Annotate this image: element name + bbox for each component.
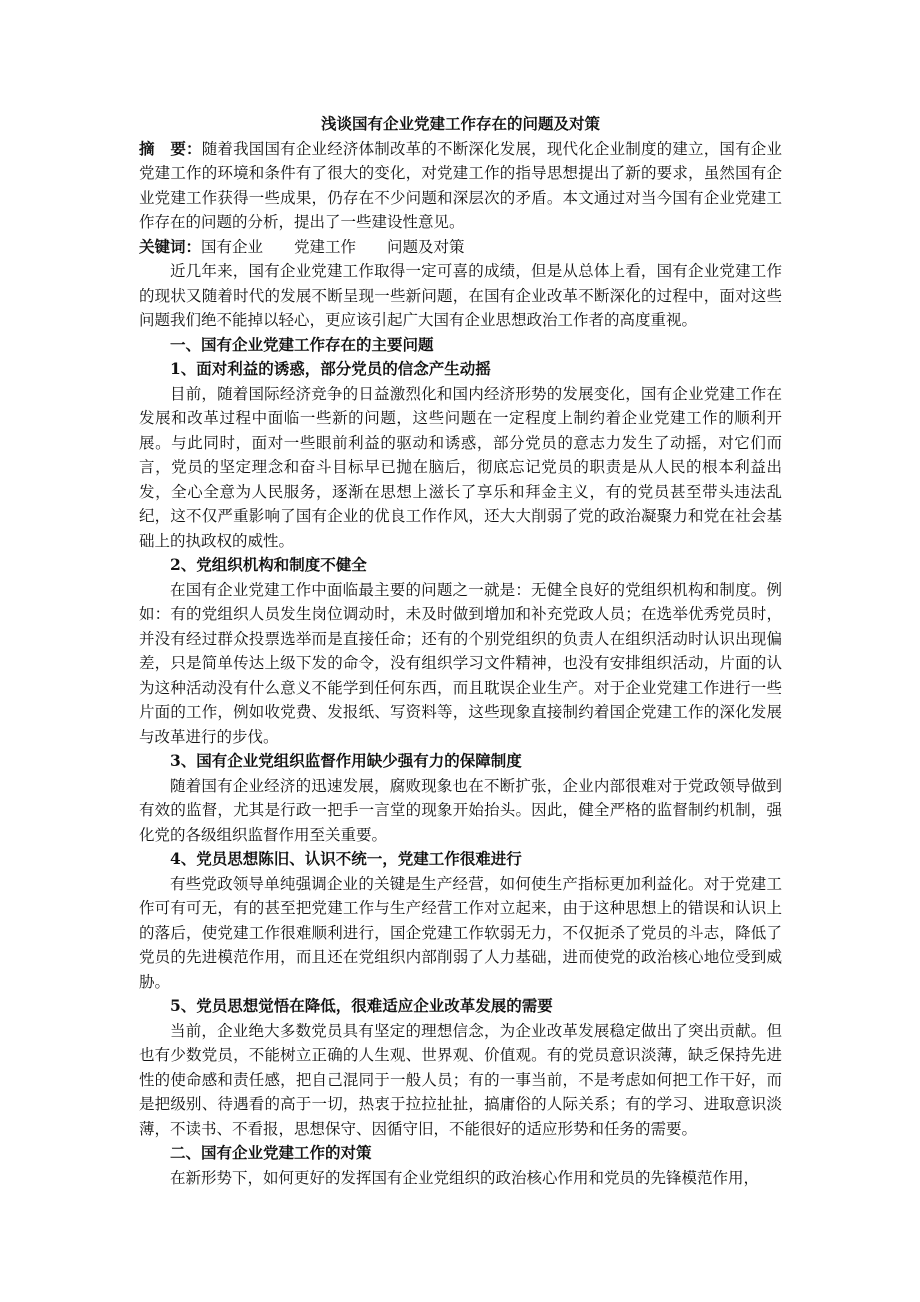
keyword-item: 国有企业 [201,237,264,256]
abstract-label: 摘 要： [139,138,202,158]
body-paragraph: 在新形势下，如何更好的发挥国有企业党组织的政治核心作用和党员的先锋模范作用， [170,1168,760,1187]
keywords-line [139,235,782,260]
document-page [139,112,782,1190]
keyword-item: 党建工作 [294,237,357,256]
body-paragraph: 目前，随着国际经济竞争的日益激烈化和国内经济形势的发展变化，国有企业党建工作在发展和改革过程中面临一些新的问题，这些问题在一定程度上制约着企业党建工作的顺利开展。与此同时，面对一些眼前利益的驱动和诱惑，部分党员的意志力发生了动摇，对它们而言，党员的坚定理念和奋斗目标早已抛在脑后，彻底忘记党员的职责是从人民的根本利益出发，全心全意为人民服务，逐渐在思想上滋长了享乐和拜金主义，有的党员甚至带头违法乱纪，这不仅严重影响了国有企业的优良工作作风，还大大削弱了党的政治凝聚力和党在社会基础上的执政权的威性。 [139,384,782,550]
body-paragraph: 当前，企业绝大多数党员具有坚定的理想信念，为企业改革发展稳定做出了突出贡献。但也有少数党员，不能树立正确的人生观、世界观、价值观。有的党员意识淡薄，缺乏保持先进性的使命感和责任感，把自己混同于一般人员；有的一事当前，不是考虑如何把工作干好，而是把级别、待遇看的高于一切，热衷于拉拉扯扯，搞庸俗的人际关系；有的学习、进取意识淡薄，不读书、不看报，思想保守、因循守旧，不能很好的适应形势和任务的需要。 [139,1021,782,1138]
subsection-heading: 3、国有企业党组织监督作用缺少强有力的保障制度 [170,751,522,770]
subsection-heading: 2、党组织机构和制度不健全 [170,555,367,574]
keyword-item: 问题及对策 [387,237,465,256]
subsection-heading: 5、党员思想觉悟在降低，很难适应企业改革发展的需要 [170,996,553,1015]
body-paragraph: 在国有企业党建工作中面临最主要的问题之一就是：无健全良好的党组织机构和制度。例如：有的党组织人员发生岗位调动时，未及时做到增加和补充党政人员；在选举优秀党员时，并没有经过群众投票选举而是直接任命；还有的个别党组织的负责人在组织活动时认识出现偏差，只是简单传达上级下发的命令，没有组织学习文件精神，也没有安排组织活动，片面的认为这种活动没有什么意义不能学到任何东西，而且耽误企业生产。对于企业党建工作进行一些片面的工作，例如收党费、发报纸、写资料等，这些现象直接制约着国企党建工作的深化发展与改革进行的步伐。 [139,580,782,746]
abstract-paragraph [139,137,782,235]
body-paragraph: 随着国有企业经济的迅速发展，腐败现象也在不断扩张，企业内部很难对于党政领导做到有效的监督，尤其是行政一把手一言堂的现象开始抬头。因此，健全严格的监督制约机制，强化党的各级组织监督作用至关重要。 [139,776,782,844]
section-heading: 二、国有企业党建工作的对策 [170,1143,372,1162]
subsection-heading: 4、党员思想陈旧、认识不统一，党建工作很难进行 [170,849,522,868]
intro-paragraph: 近几年来，国有企业党建工作取得一定可喜的成绩，但是从总体上看，国有企业党建工作的现状又随着时代的发展不断呈现一些新问题，在国有企业改革不断深化的过程中，面对这些问题我们绝不能掉以轻心，更应该引起广大国有企业思想政治工作者的高度重视。 [139,262,782,329]
section-heading: 一、国有企业党建工作存在的主要问题 [170,334,434,354]
keywords-label: 关键词： [139,236,202,256]
subsection-heading: 1、面对利益的诱惑，部分党员的信念产生动摇 [170,359,491,378]
document-title: 浅谈国有企业党建工作存在的问题及对策 [320,114,600,133]
abstract-text: 随着我国国有企业经济体制改革的不断深化发展，现代化企业制度的建立，国有企业党建工作的环境和条件有了很大的变化，对党建工作的指导思想提出了新的要求，虽然国有企业党建工作获得一些成果，仍存在不少问题和深层次的矛盾。本文通过对当今国有企业党建工作存在的问题的分析，提出了一些建设性意见。 [139,139,782,231]
body-paragraph: 有些党政领导单纯强调企业的关键是生产经营，如何使生产指标更加利益化。对于党建工作可有可无，有的甚至把党建工作与生产经营工作对立起来，由于这种思想上的错误和认识上的落后，使党建工作很难顺利进行，国企党建工作软弱无力，不仅扼杀了党员的斗志，降低了党员的先进模范作用，而且还在党组织内部削弱了人力基础，进而使党的政治核心地位受到威胁。 [139,874,782,991]
